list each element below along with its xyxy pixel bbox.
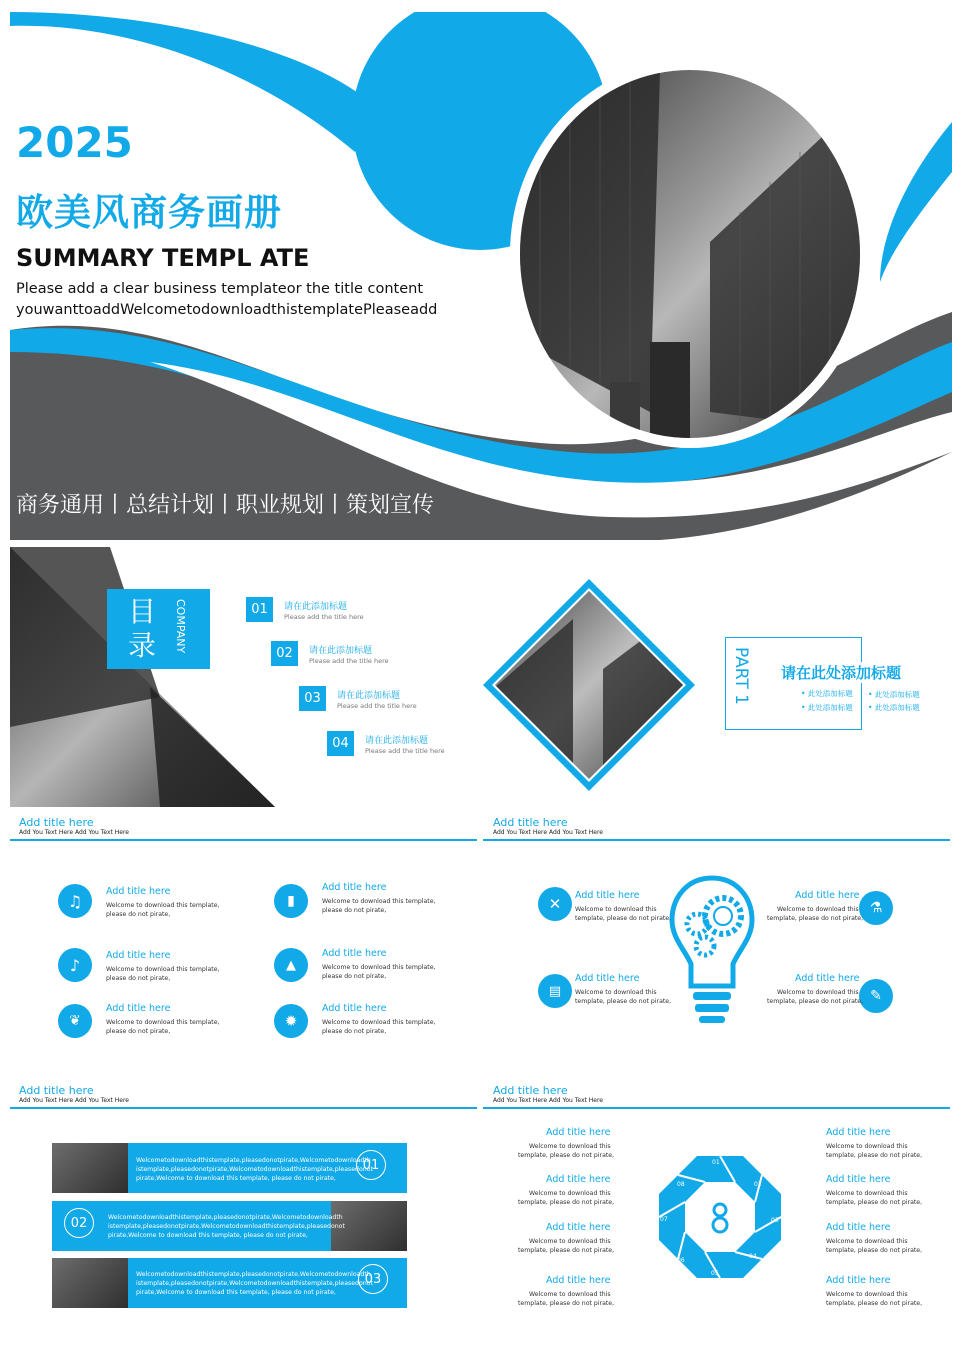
- bar-2-line1: Welcometodownloadthistemplate,pleasedonotpirate,Welcometodownloadth: [108, 1214, 343, 1221]
- bulb-panel: [483, 812, 950, 1072]
- toc-slide: [10, 547, 477, 809]
- cover-desc-line2: youwanttoaddWelcometodownloadthistemplatePleaseadd: [16, 302, 438, 318]
- icon-item-title-3: Add title here: [106, 950, 171, 961]
- book-icon: ▮: [274, 884, 308, 918]
- octagon-panel-subtitle: Add You Text Here Add You Text Here: [493, 1097, 603, 1104]
- oct-right-title-2: Add title here: [826, 1174, 891, 1185]
- music-icon: ♫: [58, 884, 92, 918]
- pencil-cup-icon: ✎: [859, 979, 893, 1013]
- oct-right-desc-4b: template, please do not pirate,: [826, 1300, 923, 1307]
- leaf-icon: ❦: [58, 1004, 92, 1038]
- icon-item-desc-3b: please do not pirate,: [106, 975, 171, 982]
- toc-heading-box: [107, 589, 210, 669]
- bulb-item-desc-1b: template, please do not pirate,: [575, 915, 672, 922]
- bulb-item-desc-3a: Welcome to download this: [575, 989, 657, 996]
- cover-year: 2025: [16, 118, 133, 167]
- bulb-panel-title: Add title here: [493, 816, 568, 829]
- graduation-cap-icon: ▲: [274, 948, 308, 982]
- toc-desc-1: Please add the title here: [284, 613, 364, 621]
- oct-left-desc-4b: template, please do not pirate,: [518, 1300, 615, 1307]
- bar-1-number: 01: [356, 1150, 386, 1180]
- cover-graphic: [10, 12, 952, 540]
- desk-icon: ▤: [538, 974, 572, 1008]
- bulb-item-desc-3b: template, please do not pirate,: [575, 998, 672, 1005]
- bars-panel-title: Add title here: [19, 1084, 94, 1097]
- oct-right-desc-4a: Welcome to download this: [826, 1291, 908, 1298]
- icon-item-desc-1b: please do not pirate,: [106, 911, 171, 918]
- bars-panel-subtitle: Add You Text Here Add You Text Here: [19, 1097, 129, 1104]
- icon-item-desc-3a: Welcome to download this template,: [106, 966, 220, 973]
- icon-item-title-1: Add title here: [106, 886, 171, 897]
- icon-panel-title: Add title here: [19, 816, 94, 829]
- icon-item-desc-2b: please do not pirate,: [322, 907, 387, 914]
- bulb-item-title-3: Add title here: [575, 973, 640, 984]
- bulb-panel-rule: [483, 839, 950, 841]
- oct-left-title-4: Add title here: [546, 1275, 611, 1286]
- octagon-seg-6: 06: [677, 1257, 685, 1264]
- diamond-photo: [483, 579, 703, 799]
- icon-panel: [10, 812, 477, 1072]
- toc-num-3: 03: [299, 686, 326, 711]
- oct-left-title-1: Add title here: [546, 1127, 611, 1138]
- toc-title-1[interactable]: 请在此添加标题: [284, 602, 348, 612]
- part-bullet-3: • 此处添加标题: [801, 703, 853, 712]
- toc-num-1: 01: [246, 597, 273, 622]
- oct-right-desc-1a: Welcome to download this: [826, 1143, 908, 1150]
- bulb-item-desc-4b: template, please do not pirate,: [767, 998, 864, 1005]
- icon-item-desc-5a: Welcome to download this template,: [106, 1019, 220, 1026]
- oct-right-desc-3b: template, please do not pirate,: [826, 1247, 923, 1254]
- oct-left-desc-2a: Welcome to download this: [529, 1190, 611, 1197]
- icon-item-title-4: Add title here: [322, 948, 387, 959]
- cover-title-cn: 欧美风商务画册: [16, 191, 282, 234]
- oct-left-desc-3b: template, please do not pirate,: [518, 1247, 615, 1254]
- oct-right-title-1: Add title here: [826, 1127, 891, 1138]
- octagon-seg-7: 07: [660, 1216, 668, 1223]
- bars-panel: [10, 1080, 477, 1345]
- icon-item-title-6: Add title here: [322, 1003, 387, 1014]
- toc-title-3[interactable]: 请在此添加标题: [337, 691, 401, 701]
- octagon-panel-rule: [483, 1107, 950, 1109]
- part-bullet-1: • 此处添加标题: [801, 689, 853, 698]
- toc-company: COMPANY: [174, 599, 187, 654]
- cover-tags: 商务通用丨总结计划丨职业规划丨策划宣传: [16, 493, 435, 518]
- bar-2-line3: pirate,Welcome to download this template, please do not pirate,: [108, 1232, 308, 1239]
- octagon-diagram: [655, 1152, 785, 1282]
- toc-num-4: 04: [327, 731, 354, 756]
- bars-panel-rule: [10, 1107, 477, 1109]
- octagon-panel: [483, 1080, 950, 1345]
- oct-left-desc-1a: Welcome to download this: [529, 1143, 611, 1150]
- oct-right-title-3: Add title here: [826, 1222, 891, 1233]
- icon-item-desc-2a: Welcome to download this template,: [322, 898, 436, 905]
- bar-1-line2: istemplate,pleasedonotpirate,Welcometodownloadthistemplate,pleasedonot: [136, 1166, 373, 1173]
- gear-icon: ✹: [274, 1004, 308, 1038]
- bulb-item-desc-2a: Welcome to download this: [777, 906, 859, 913]
- oct-right-desc-2a: Welcome to download this: [826, 1190, 908, 1197]
- part-label: PART 1: [731, 647, 751, 705]
- icon-item-desc-4b: please do not pirate,: [322, 973, 387, 980]
- cover-title-en: SUMMARY TEMPL ATE: [16, 244, 310, 272]
- octagon-seg-8: 08: [677, 1181, 685, 1188]
- octagon-seg-2: 02: [754, 1181, 762, 1188]
- icon-item-desc-4a: Welcome to download this template,: [322, 964, 436, 971]
- toc-photo: [10, 547, 477, 809]
- laptop-photo: [52, 1143, 128, 1193]
- bulb-item-desc-1a: Welcome to download this: [575, 906, 657, 913]
- icon-item-desc-6a: Welcome to download this template,: [322, 1019, 436, 1026]
- cover-slide: [10, 12, 952, 540]
- toc-num-2: 02: [271, 641, 298, 666]
- icon-item-title-5: Add title here: [106, 1003, 171, 1014]
- icon-item-desc-6b: please do not pirate,: [322, 1028, 387, 1035]
- bar-1-line3: pirate,Welcome to download this template, please do not pirate,: [136, 1175, 336, 1182]
- bulb-item-title-2: Add title here: [795, 890, 860, 901]
- music-icon: ♪: [58, 948, 92, 982]
- toc-heading: 目录: [128, 595, 157, 662]
- bar-3-number: 03: [358, 1264, 388, 1294]
- bar-3-line1: Welcometodownloadthistemplate,pleasedonotpirate,Welcometodownloadth: [136, 1271, 371, 1278]
- oct-right-desc-3a: Welcome to download this: [826, 1238, 908, 1245]
- part-title: 请在此处添加标题: [781, 664, 902, 682]
- icon-panel-rule: [10, 839, 477, 841]
- oct-left-desc-2b: template, please do not pirate,: [518, 1199, 615, 1206]
- part-slide: [483, 547, 950, 809]
- microscope-icon: ⚗: [859, 891, 893, 925]
- icon-panel-subtitle: Add You Text Here Add You Text Here: [19, 829, 129, 836]
- bar-2-line2: istemplate,pleasedonotpirate,Welcometodownloadthistemplate,pleasedonot: [108, 1223, 345, 1230]
- businessman-photo: [52, 1258, 128, 1308]
- bulb-item-title-1: Add title here: [575, 890, 640, 901]
- oct-right-desc-2b: template, please do not pirate,: [826, 1199, 923, 1206]
- octagon-seg-3: 03: [771, 1217, 779, 1224]
- bulb-item-title-4: Add title here: [795, 973, 860, 984]
- toc-desc-2: Please add the title here: [309, 657, 389, 665]
- toc-title-4[interactable]: 请在此添加标题: [365, 736, 429, 746]
- oct-left-desc-3a: Welcome to download this: [529, 1238, 611, 1245]
- toc-title-2[interactable]: 请在此添加标题: [309, 646, 373, 656]
- oct-right-title-4: Add title here: [826, 1275, 891, 1286]
- tools-icon: ✕: [538, 887, 572, 921]
- icon-item-desc-1a: Welcome to download this template,: [106, 902, 220, 909]
- icon-item-title-2: Add title here: [322, 882, 387, 893]
- octagon-seg-4: 04: [749, 1253, 757, 1260]
- bulb-item-desc-2b: template, please do not pirate,: [767, 915, 864, 922]
- octagon-panel-title: Add title here: [493, 1084, 568, 1097]
- toc-desc-4: Please add the title here: [365, 747, 445, 755]
- bulb-panel-subtitle: Add You Text Here Add You Text Here: [493, 829, 603, 836]
- icon-item-desc-5b: please do not pirate,: [106, 1028, 171, 1035]
- lightbulb-icon: [667, 874, 757, 1034]
- bar-2-number: 02: [64, 1208, 94, 1238]
- bar-3-line2: istemplate,pleasedonotpirate,Welcometodownloadthistemplate,pleasedonot: [136, 1280, 373, 1287]
- cover-desc-line1: Please add a clear business templateor the title content: [16, 281, 424, 297]
- oct-left-title-3: Add title here: [546, 1222, 611, 1233]
- octagon-seg-5: 05: [711, 1270, 719, 1277]
- oct-left-desc-1b: template, please do not pirate,: [518, 1152, 615, 1159]
- oct-right-desc-1b: template, please do not pirate,: [826, 1152, 923, 1159]
- oct-left-title-2: Add title here: [546, 1174, 611, 1185]
- bar-3-line3: pirate,Welcome to download this template, please do not pirate,: [136, 1289, 336, 1296]
- part-bullet-4: • 此处添加标题: [868, 703, 920, 712]
- oct-left-desc-4a: Welcome to download this: [529, 1291, 611, 1298]
- bulb-item-desc-4a: Welcome to download this: [777, 989, 859, 996]
- octagon-seg-1: 01: [712, 1159, 720, 1166]
- bar-1-line1: Welcometodownloadthistemplate,pleasedonotpirate,Welcometodownloadth: [136, 1157, 371, 1164]
- part-bullet-2: • 此处添加标题: [868, 690, 920, 699]
- toc-desc-3: Please add the title here: [337, 702, 417, 710]
